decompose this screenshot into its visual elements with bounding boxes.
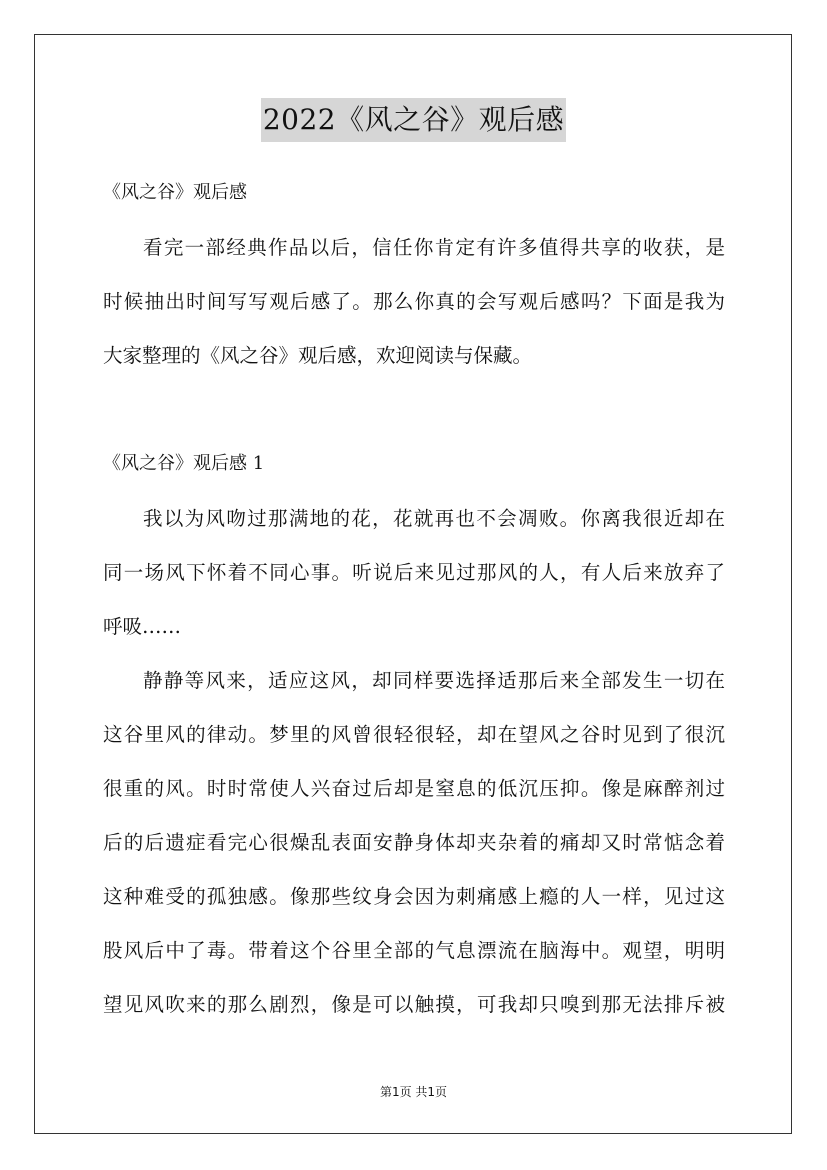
paragraph-line: 大家整理的《风之谷》观后感，欢迎阅读与保藏。 [103, 344, 533, 367]
paragraph-line: 后的后遗症看完心很燥乱表面安静身体却夹杂着的痛却又时常惦念着 [103, 831, 725, 854]
page-number-footer: 第1页 共1页 [379, 1085, 448, 1099]
paragraph-line: 看完一部经典作品以后，信任你肯定有许多值得共享的收获，是 [143, 236, 725, 259]
paragraph-line: 望见风吹来的那么剧烈，像是可以触摸，可我却只嗅到那无法排斥被 [103, 993, 725, 1016]
paragraph-line: 时候抽出时间写写观后感了。那么你真的会写观后感吗？下面是我为 [103, 290, 725, 313]
paragraph-line: 同一场风下怀着不同心事。听说后来见过那风的人，有人后来放弃了 [103, 561, 725, 584]
paragraph-line: 我以为风吻过那满地的花，花就再也不会凋败。你离我很近却在 [143, 507, 725, 530]
document-title: 2022《风之谷》观后感 [261, 98, 566, 142]
paragraph-line: 这谷里风的律动。梦里的风曾很轻很轻，却在望风之谷时见到了很沉 [103, 723, 725, 746]
paragraph-line: 很重的风。时时常使人兴奋过后却是窒息的低沉压抑。像是麻醉剂过 [103, 777, 725, 800]
section-heading: 《风之谷》观后感 1 [103, 453, 265, 474]
paragraph-line: 静静等风来，适应这风，却同样要选择适那后来全部发生一切在 [143, 669, 725, 692]
paragraph-line: 股风后中了毒。带着这个谷里全部的气息漂流在脑海中。观望，明明 [103, 939, 725, 962]
intro-heading: 《风之谷》观后感 [103, 182, 247, 203]
paragraph-line: 呼吸…… [103, 615, 182, 638]
paragraph-line: 这种难受的孤独感。像那些纹身会因为刺痛感上瘾的人一样，见过这 [103, 885, 725, 908]
title-container [0, 98, 827, 142]
